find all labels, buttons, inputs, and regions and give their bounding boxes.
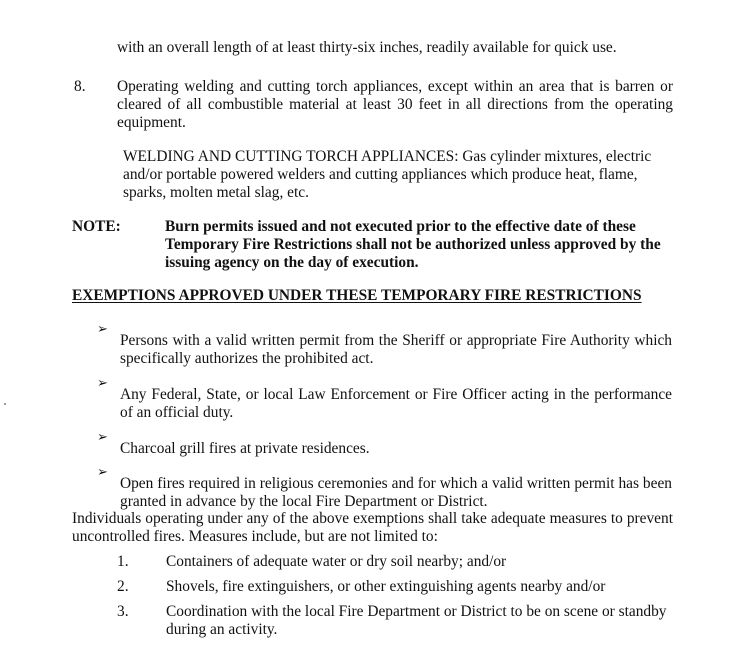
measure-text: Shovels, fire extinguishers, or other extinguishing agents nearby and/or [166, 578, 606, 595]
exemption-text: Any Federal, State, or local Law Enforcement or Fire Officer acting in the performance of an official duty. [120, 386, 672, 422]
arrowhead-bullet-icon: ➢ [97, 321, 108, 336]
arrowhead-bullet-icon: ➢ [97, 429, 108, 444]
item-8-text: Operating welding and cutting torch appliances, except within an area that is barren or cleared of all combustible material at least 30 feet in all directions from the operating equipment. [117, 78, 673, 131]
note-text: Burn permits issued and not executed prior to the effective date of these Temporary Fire Restrictions shall not be authorized unless approved by the issuing agency on the day of execution. [165, 218, 661, 271]
measure-text: Containers of adequate water or dry soil nearby; and/or [166, 553, 507, 570]
note-label: NOTE: [72, 218, 121, 235]
continued-line: with an overall length of at least thirty-six inches, readily available for quick use. [117, 39, 617, 56]
measures-intro: Individuals operating under any of the above exemptions shall take adequate measures to prevent uncontrolled fires. Measures include, but are not limited to: [72, 510, 673, 545]
measure-number: 3. [117, 603, 129, 620]
arrowhead-bullet-icon: ➢ [97, 464, 108, 479]
measure-number: 2. [117, 578, 129, 595]
exemption-text: Charcoal grill fires at private residences. [120, 440, 370, 458]
welding-definition: WELDING AND CUTTING TORCH APPLIANCES: Gas cylinder mixtures, electric and/or portable powered welders and cutting appliances which produce heat, flame, sparks, molten metal slag, etc. [123, 148, 652, 201]
measure-number: 1. [117, 553, 129, 570]
exemption-text: Open fires required in religious ceremonies and for which a valid written permit has been granted in advance by the local Fire Department or District. [120, 475, 672, 511]
item-8-number: 8. [74, 78, 86, 95]
arrowhead-bullet-icon: ➢ [97, 375, 108, 390]
exemptions-heading: EXEMPTIONS APPROVED UNDER THESE TEMPORARY FIRE RESTRICTIONS [72, 287, 642, 304]
exemption-text: Persons with a valid written permit from the Sheriff or appropriate Fire Authority which specifically authorizes the prohibited act. [120, 332, 672, 368]
scan-speck [4, 403, 6, 405]
measure-text: Coordination with the local Fire Department or District to be on scene or standby during an activity. [166, 603, 667, 638]
